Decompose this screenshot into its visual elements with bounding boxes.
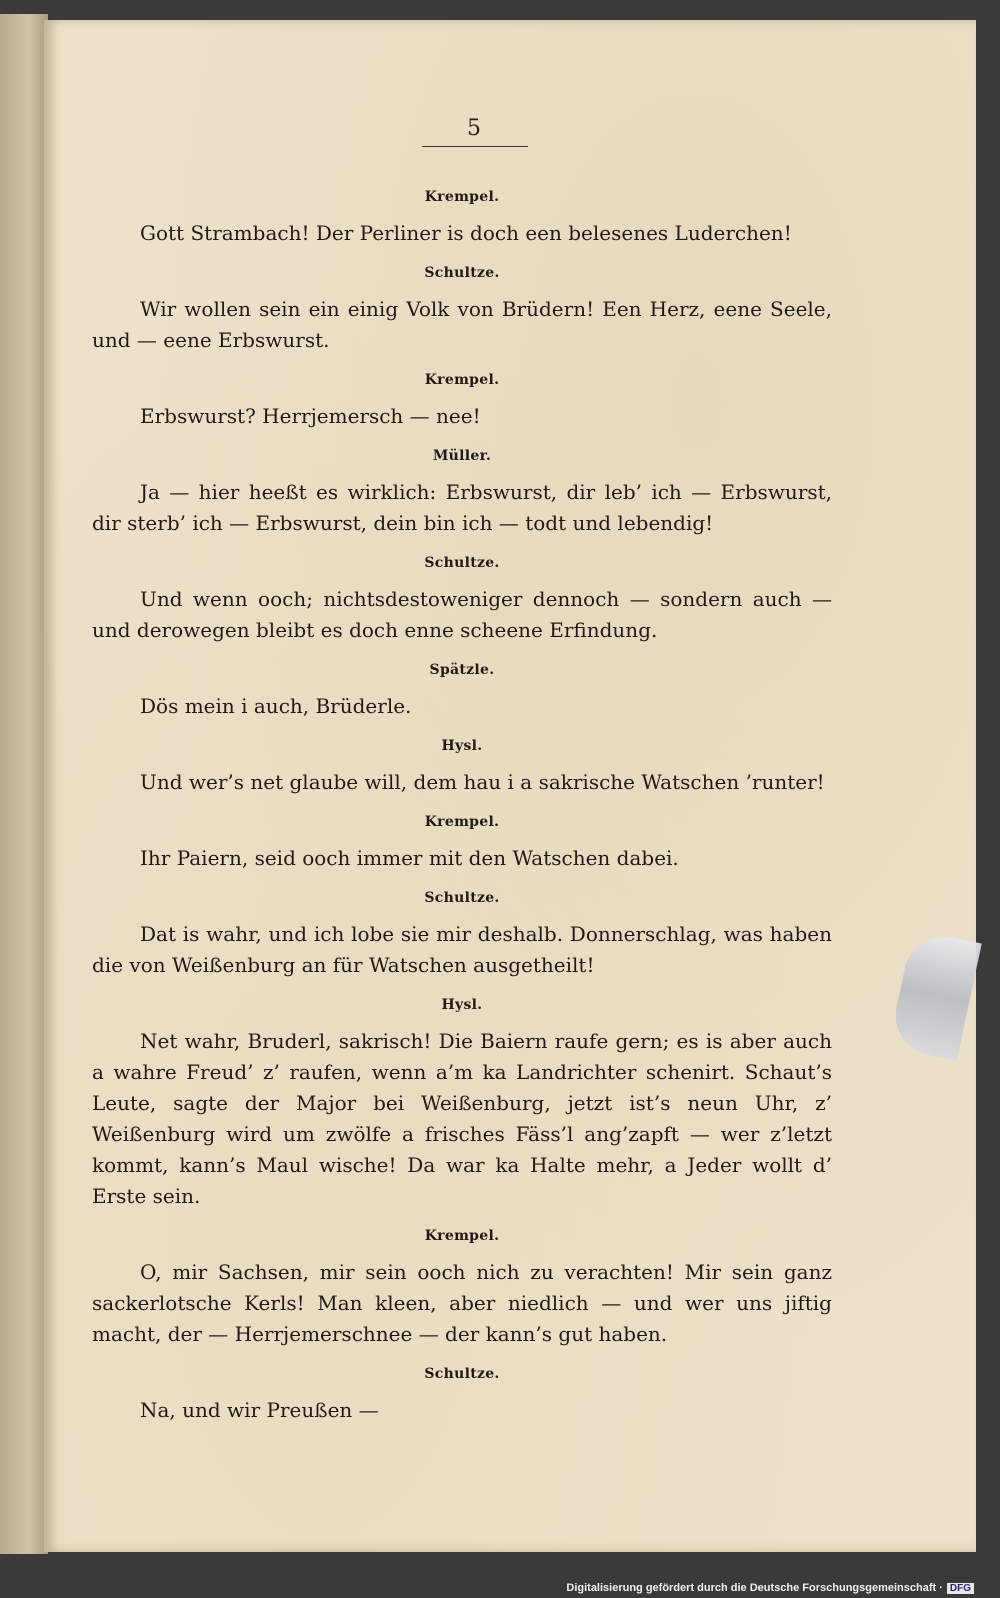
dialogue-line: O, mir Sachsen, mir sein ooch nich zu verachten! Mir sein ganz sackerlotsche Kerls! Man kleen, aber niedlich — und wer uns jiftig macht, der — Herrjemerschnee — der kann’s gut haben. xyxy=(92,1260,832,1346)
speaker-name: Schultze. xyxy=(424,265,500,281)
speaker-name: Krempel. xyxy=(424,1228,500,1244)
speaker-name: Krempel. xyxy=(424,372,500,388)
speaker-name: Schultze. xyxy=(424,555,500,571)
speaker-name: Schultze. xyxy=(424,1366,500,1382)
book-cover-edge xyxy=(0,14,48,1554)
book-page xyxy=(44,20,976,1552)
dialogue-line: Und wer’s net glaube will, dem hau i a sakrische Watschen ’runter! xyxy=(140,770,825,794)
digitization-footer xyxy=(566,1582,974,1594)
footer-credit: Digitalisierung gefördert durch die Deutsche Forschungsgemeinschaft · xyxy=(566,1582,943,1594)
dialogue-line: Wir wollen sein ein einig Volk von Brüdern! Een Herz, eene Seele, und — eene Erbswurst. xyxy=(92,297,832,352)
page-number: 5 xyxy=(467,116,481,141)
dialogue-line: Dat is wahr, und ich lobe sie mir deshalb. Donnerschlag, was haben die von Weißenburg an für Watschen ausgetheilt! xyxy=(92,922,832,977)
dialogue-line: Erbswurst? Herrjemersch — nee! xyxy=(140,404,481,428)
dialogue-line: Dös mein i auch, Brüderle. xyxy=(140,694,412,718)
speaker-name: Hysl. xyxy=(441,997,483,1013)
page-number-rule xyxy=(422,146,528,147)
speaker-name: Krempel. xyxy=(424,814,500,830)
dialogue-line: Ihr Paiern, seid ooch immer mit den Watschen dabei. xyxy=(140,846,679,870)
dialogue-text xyxy=(92,188,832,1441)
speaker-name: Hysl. xyxy=(441,738,483,754)
dialogue-line: Ja — hier heeßt es wirklich: Erbswurst, dir leb’ ich — Erbswurst, dir sterb’ ich — Erbswurst, dein bin ich — todt und lebendig! xyxy=(92,480,832,535)
speaker-name: Krempel. xyxy=(424,189,500,205)
dialogue-line: Gott Strambach! Der Perliner is doch een belesenes Luderchen! xyxy=(140,221,792,245)
speaker-name: Schultze. xyxy=(424,890,500,906)
dialogue-line: Und wenn ooch; nichtsdestoweniger dennoch — sondern auch — und derowegen bleibt es doch enne scheene Erfindung. xyxy=(92,587,832,642)
dialogue-line: Na, und wir Preußen — xyxy=(140,1398,379,1422)
dfg-logo: DFG xyxy=(947,1583,974,1594)
speaker-name: Spätzle. xyxy=(429,662,495,678)
speaker-name: Müller. xyxy=(432,448,492,464)
dialogue-line: Net wahr, Bruderl, sakrisch! Die Baiern raufe gern; es is aber auch a wahre Freud’ z’ raufen, wenn a’m ka Landrichter schenirt. Schaut’s Leute, sagte der Major bei Weißenburg, jetzt ist’s neun Uhr, z’ Weißenburg wird um zwölfe a frisches Fäss’l ang’zapft — wer z’letzt kommt, kann’s Maul wische! Da war ka Halte mehr, a Jeder wollt d’ Erste sein. xyxy=(92,1029,832,1208)
